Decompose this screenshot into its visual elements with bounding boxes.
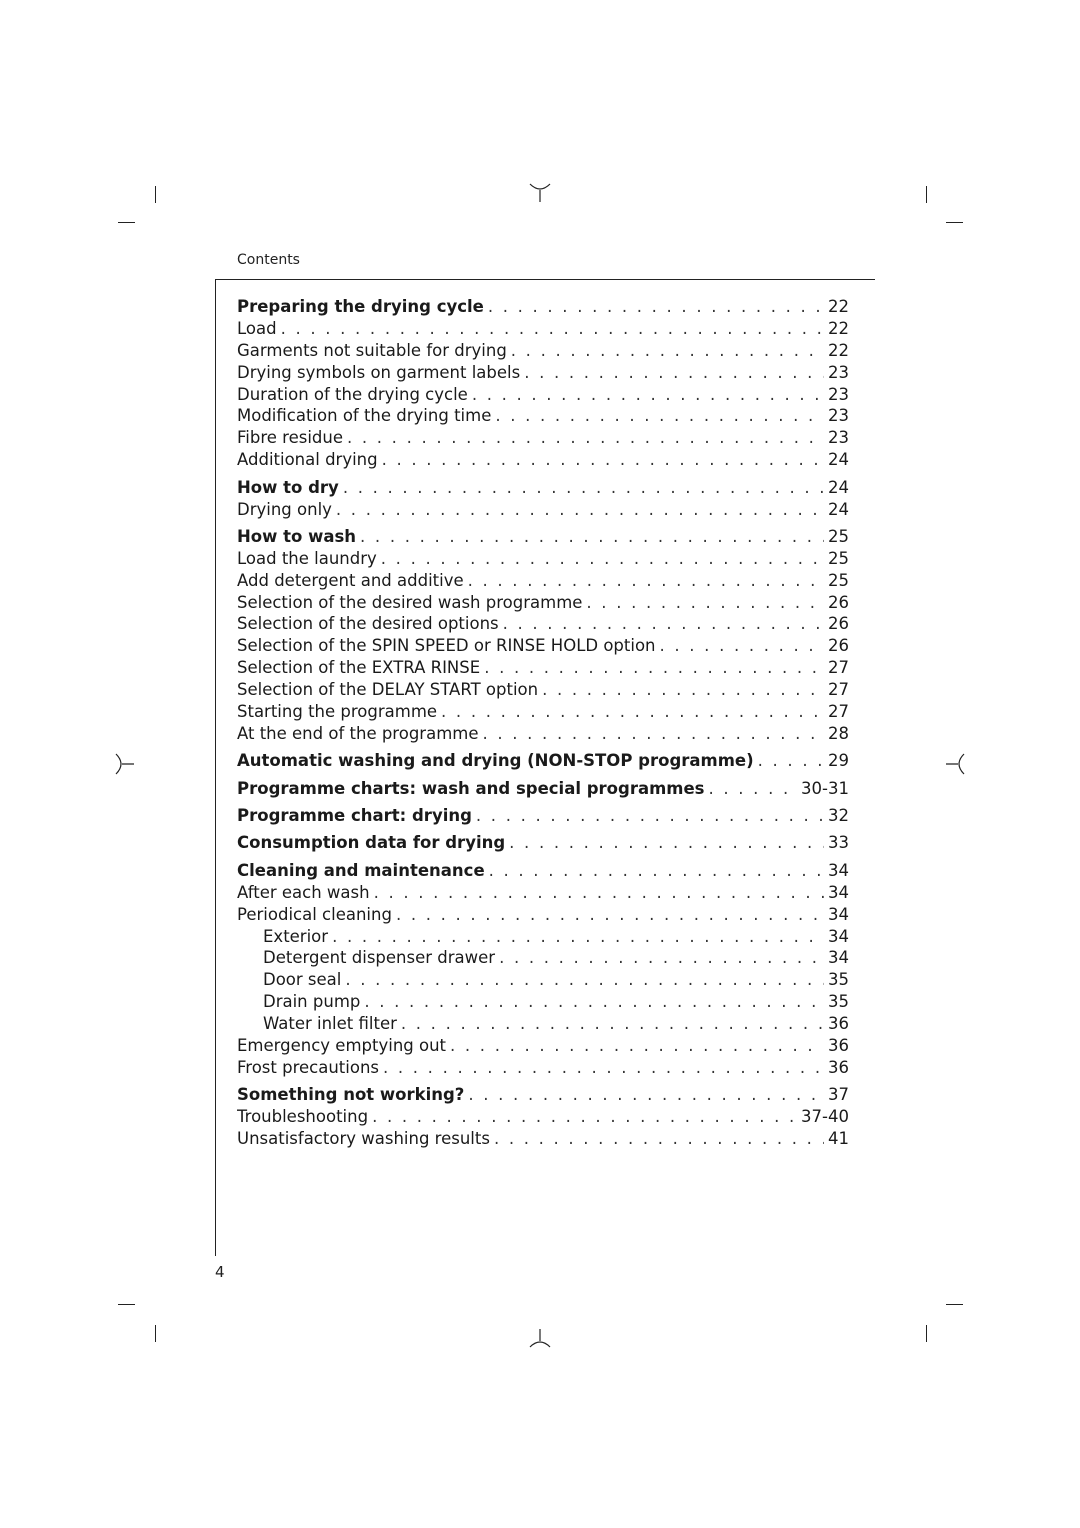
toc-leader-dots	[511, 341, 824, 360]
toc-entry-page: 23	[828, 406, 849, 426]
toc-entry-page: 26	[828, 592, 849, 612]
toc-leader-dots	[343, 478, 824, 497]
crop-mark-top-left-horizontal	[118, 222, 135, 223]
crop-mark-bottom-left-horizontal	[118, 1304, 135, 1305]
toc-entry-label: After each wash	[237, 882, 370, 902]
toc-entry-label: Drying symbols on garment labels	[237, 362, 521, 382]
toc-entry-page: 29	[828, 751, 849, 771]
toc-entry-page: 27	[828, 702, 849, 722]
toc-leader-dots	[364, 992, 824, 1011]
toc-entry-label: Add detergent and additive	[237, 570, 464, 590]
toc-leader-dots	[499, 948, 824, 967]
toc-entry-label: Consumption data for drying	[237, 833, 506, 853]
toc-leader-dots	[374, 883, 824, 902]
toc-entry-page: 26	[828, 636, 849, 656]
toc-entry-page: 28	[828, 723, 849, 743]
registration-mark-top-icon	[528, 182, 552, 204]
toc-leader-dots	[494, 1129, 824, 1148]
crop-mark-bottom-left-vertical	[155, 1325, 156, 1342]
toc-entry-row	[237, 319, 849, 341]
toc-entry-page: 24	[828, 477, 849, 497]
toc-leader-dots	[332, 927, 824, 946]
toc-leader-dots	[281, 319, 824, 338]
toc-entry-row	[237, 549, 849, 571]
toc-heading-row	[237, 297, 849, 319]
toc-entry-row	[237, 593, 849, 615]
toc-entry-page: 23	[828, 384, 849, 404]
toc-entry-row	[237, 702, 849, 724]
toc-heading-row	[237, 1085, 849, 1107]
toc-entry-label: Selection of the desired options	[237, 614, 499, 634]
table-of-contents	[237, 297, 849, 1151]
toc-entry-row	[237, 1129, 849, 1151]
crop-mark-top-left-vertical	[155, 186, 156, 203]
registration-mark-left-icon	[114, 752, 136, 776]
toc-leader-dots	[483, 724, 825, 743]
toc-heading-row	[237, 779, 849, 801]
header-rule	[216, 279, 875, 280]
toc-leader-dots	[360, 527, 824, 546]
toc-entry-page: 34	[828, 904, 849, 924]
toc-heading-row	[237, 527, 849, 549]
toc-leader-dots	[495, 406, 824, 425]
toc-entry-label: Additional drying	[237, 450, 378, 470]
toc-entry-row	[237, 341, 849, 363]
toc-entry-page: 36	[828, 1014, 849, 1034]
toc-leader-dots	[709, 779, 798, 798]
toc-heading-row	[237, 833, 849, 855]
toc-entry-page: 22	[828, 318, 849, 338]
toc-leader-dots	[586, 593, 824, 612]
toc-entry-label: Preparing the drying cycle	[237, 297, 484, 316]
toc-entry-page: 30-31	[801, 778, 849, 798]
toc-entry-row	[237, 927, 849, 949]
toc-entry-label: Selection of the SPIN SPEED or RINSE HOLD option	[237, 636, 656, 656]
crop-mark-bottom-right-horizontal	[946, 1304, 963, 1305]
toc-entry-label: Load	[237, 318, 277, 338]
toc-leader-dots	[468, 1085, 824, 1104]
toc-entry-page: 22	[828, 340, 849, 360]
toc-entry-label: Water inlet filter	[263, 1014, 397, 1034]
toc-entry-page: 34	[828, 948, 849, 968]
toc-entry-label: At the end of the programme	[237, 723, 479, 743]
toc-entry-label: Cleaning and maintenance	[237, 860, 485, 880]
toc-entry-row	[237, 571, 849, 593]
toc-entry-row	[237, 363, 849, 385]
toc-leader-dots	[758, 751, 824, 770]
toc-entry-page: 41	[828, 1129, 849, 1149]
toc-entry-label: Selection of the desired wash programme	[237, 592, 583, 612]
toc-leader-dots	[345, 970, 824, 989]
side-rule	[215, 279, 216, 1256]
toc-leader-dots	[381, 549, 824, 568]
toc-entry-label: Something not working?	[237, 1085, 465, 1105]
toc-leader-dots	[488, 297, 824, 316]
toc-entry-label: Automatic washing and drying (NON-STOP programme)	[237, 751, 754, 771]
toc-entry-row	[237, 636, 849, 658]
toc-entry-page: 35	[828, 992, 849, 1012]
toc-leader-dots	[660, 636, 824, 655]
toc-leader-dots	[484, 658, 824, 677]
toc-entry-page: 25	[828, 548, 849, 568]
toc-entry-label: Drain pump	[263, 992, 361, 1012]
toc-entry-label: Detergent dispenser drawer	[263, 948, 496, 968]
toc-heading-row	[237, 861, 849, 883]
toc-entry-label: Fibre residue	[237, 428, 344, 448]
toc-entry-label: Door seal	[263, 970, 342, 990]
toc-entry-row	[237, 905, 849, 927]
toc-entry-label: Selection of the EXTRA RINSE	[237, 658, 481, 678]
toc-leader-dots	[441, 702, 824, 721]
toc-entry-label: Programme chart: drying	[237, 806, 472, 826]
crop-mark-bottom-right-vertical	[926, 1325, 927, 1342]
toc-entry-label: Duration of the drying cycle	[237, 384, 468, 404]
toc-entry-label: Emergency emptying out	[237, 1036, 447, 1055]
toc-entry-label: How to wash	[237, 526, 357, 546]
toc-leader-dots	[450, 1036, 824, 1055]
toc-entry-row	[237, 883, 849, 905]
toc-entry-page: 32	[828, 806, 849, 826]
toc-heading-row	[237, 751, 849, 773]
toc-entry-page: 34	[828, 926, 849, 946]
toc-leader-dots	[509, 833, 824, 852]
toc-entry-page: 34	[828, 860, 849, 880]
toc-entry-page: 26	[828, 614, 849, 634]
toc-entry-page: 23	[828, 428, 849, 448]
toc-entry-label: Load the laundry	[237, 548, 377, 568]
toc-entry-row	[237, 992, 849, 1014]
toc-entry-label: Unsatisfactory washing results	[237, 1129, 490, 1149]
toc-leader-dots	[401, 1014, 824, 1033]
toc-leader-dots	[503, 614, 824, 633]
toc-entry-page: 34	[828, 882, 849, 902]
toc-entry-label: Drying only	[237, 499, 332, 519]
toc-entry-page: 35	[828, 970, 849, 990]
toc-entry-row	[237, 406, 849, 428]
toc-entry-label: Frost precautions	[237, 1057, 380, 1077]
toc-entry-page: 25	[828, 526, 849, 546]
toc-entry-page: 24	[828, 499, 849, 519]
toc-entry-row	[237, 658, 849, 680]
crop-mark-top-right-horizontal	[946, 222, 963, 223]
toc-leader-dots	[468, 571, 824, 590]
toc-heading-row	[237, 478, 849, 500]
page-number: 4	[215, 1263, 225, 1281]
toc-heading-row	[237, 806, 849, 828]
toc-entry-row	[237, 948, 849, 970]
toc-entry-label: Selection of the DELAY START option	[237, 680, 539, 700]
toc-entry-row	[237, 680, 849, 702]
toc-entry-page: 36	[828, 1057, 849, 1077]
toc-entry-row	[237, 614, 849, 636]
toc-entry-row	[237, 450, 849, 472]
toc-entry-label: Troubleshooting	[237, 1107, 369, 1127]
toc-entry-row	[237, 385, 849, 407]
crop-mark-top-right-vertical	[926, 186, 927, 203]
toc-leader-dots	[472, 385, 824, 404]
toc-entry-row	[237, 724, 849, 746]
toc-leader-dots	[383, 1058, 824, 1077]
toc-entry-row	[237, 428, 849, 450]
toc-entry-row	[237, 500, 849, 522]
toc-leader-dots	[489, 861, 824, 880]
toc-entry-page: 23	[828, 362, 849, 382]
toc-entry-label: How to dry	[237, 477, 339, 497]
toc-entry-page: 27	[828, 658, 849, 678]
toc-leader-dots	[382, 450, 824, 469]
toc-entry-label: Exterior	[263, 926, 329, 946]
toc-leader-dots	[524, 363, 824, 382]
toc-leader-dots	[476, 806, 824, 825]
toc-entry-row	[237, 1014, 849, 1036]
registration-mark-bottom-icon	[528, 1327, 552, 1349]
toc-entry-row	[237, 1107, 849, 1129]
toc-entry-label: Modification of the drying time	[237, 406, 492, 426]
toc-entry-page: 22	[828, 297, 849, 316]
toc-entry-page: 24	[828, 450, 849, 470]
toc-leader-dots	[542, 680, 824, 699]
toc-leader-dots	[347, 428, 824, 447]
toc-entry-page: 37-40	[801, 1107, 849, 1127]
registration-mark-right-icon	[944, 752, 966, 776]
toc-entry-page: 36	[828, 1036, 849, 1055]
toc-entry-label: Periodical cleaning	[237, 904, 392, 924]
toc-entry-label: Garments not suitable for drying	[237, 340, 507, 360]
toc-leader-dots	[372, 1107, 797, 1126]
toc-entry-row	[237, 970, 849, 992]
toc-entry-page: 33	[828, 833, 849, 853]
toc-entry-label: Starting the programme	[237, 702, 438, 722]
section-label: Contents	[237, 252, 300, 268]
toc-leader-dots	[336, 500, 824, 519]
toc-entry-row	[237, 1058, 849, 1080]
toc-leader-dots	[396, 905, 824, 924]
toc-entry-page: 27	[828, 680, 849, 700]
toc-entry-page: 37	[828, 1085, 849, 1105]
toc-entry-page: 25	[828, 570, 849, 590]
toc-entry-row	[237, 1036, 849, 1058]
toc-entry-label: Programme charts: wash and special programmes	[237, 778, 705, 798]
